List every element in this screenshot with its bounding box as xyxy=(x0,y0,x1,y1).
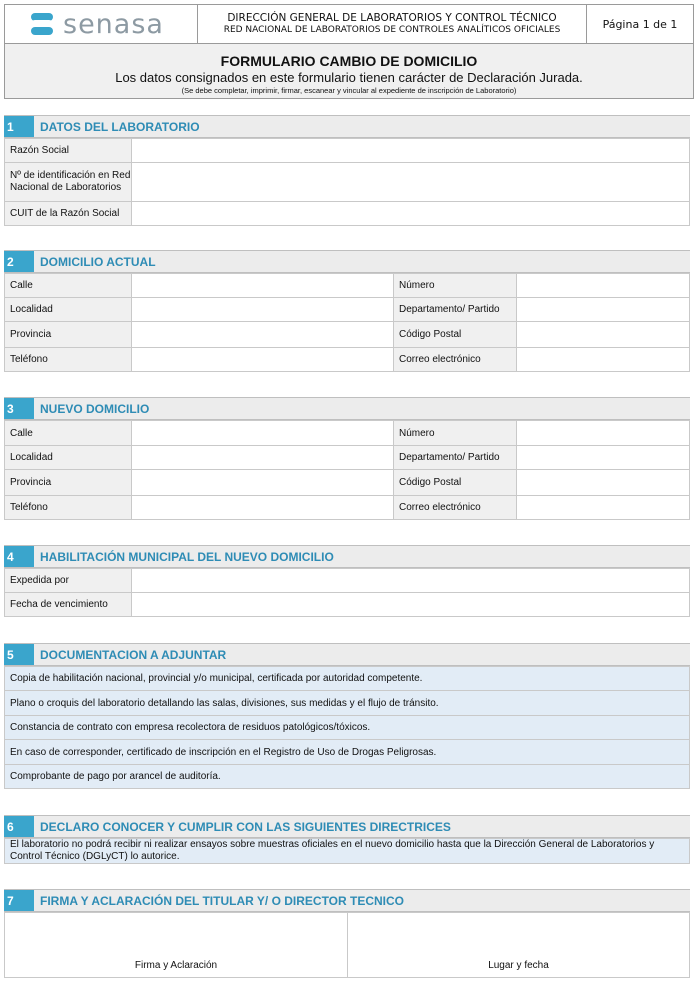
fecha-vencimiento-input[interactable] xyxy=(131,592,690,617)
section-title: NUEVO DOMICILIO xyxy=(40,401,150,416)
org-line-1: DIRECCIÓN GENERAL DE LABORATORIOS Y CONTROL TÉCNICO xyxy=(227,12,557,24)
field-label: Localidad xyxy=(4,297,132,322)
form-note: (Se debe completar, imprimir, firmar, escanear y vincular al expediente de inscripción de Laboratorio) xyxy=(181,86,517,95)
codigo-postal-input[interactable] xyxy=(516,469,690,496)
field-label: Código Postal xyxy=(393,321,517,348)
id-red-input[interactable] xyxy=(131,162,690,202)
localidad-input[interactable] xyxy=(131,445,394,470)
field-label: Fecha de vencimiento xyxy=(4,592,132,617)
expedida-por-input[interactable] xyxy=(131,568,690,593)
section-number: 7 xyxy=(4,890,34,911)
signature-label: Firma y Aclaración xyxy=(134,960,218,971)
section-title: DECLARO CONOCER Y CUMPLIR CON LAS SIGUIENTES DIRECTRICES xyxy=(40,819,451,834)
section-number: 1 xyxy=(4,116,34,137)
provincia-input[interactable] xyxy=(131,321,394,348)
section-6-header xyxy=(4,815,690,838)
section-4-header xyxy=(4,545,690,568)
field-label: Calle xyxy=(4,273,132,298)
section-title: FIRMA Y ACLARACIÓN DEL TITULAR Y/ O DIRECTOR TECNICO xyxy=(40,893,405,908)
field-label: Correo electrónico xyxy=(393,495,517,520)
departamento-input[interactable] xyxy=(516,297,690,322)
localidad-input[interactable] xyxy=(131,297,394,322)
field-label: Provincia xyxy=(4,469,132,496)
section-title: DOMICILIO ACTUAL xyxy=(40,254,156,269)
org-line-2: RED NACIONAL DE LABORATORIOS DE CONTROLES ANALÍTICOS OFICIALES xyxy=(223,25,561,35)
cuit-input[interactable] xyxy=(131,201,690,226)
document-item: En caso de corresponder, certificado de inscripción en el Registro de Uso de Drogas Peligrosas. xyxy=(4,739,690,765)
form-title-box xyxy=(4,43,694,99)
section-title: DATOS DEL LABORATORIO xyxy=(40,119,200,134)
signature-box[interactable] xyxy=(4,912,348,978)
document-item: Constancia de contrato con empresa recolectora de residuos patológicos/tóxicos. xyxy=(4,715,690,740)
section-3-header xyxy=(4,397,690,420)
field-label: Localidad xyxy=(4,445,132,470)
field-label: Código Postal xyxy=(393,469,517,496)
correo-input[interactable] xyxy=(516,347,690,372)
telefono-input[interactable] xyxy=(131,347,394,372)
calle-input[interactable] xyxy=(131,273,394,298)
senasa-logo-icon xyxy=(31,13,53,35)
logo-text: senasa xyxy=(63,8,164,40)
field-label: Expedida por xyxy=(4,568,132,593)
field-label: Provincia xyxy=(4,321,132,348)
correo-input[interactable] xyxy=(516,495,690,520)
field-label: Razón Social xyxy=(4,138,132,163)
section-1-header xyxy=(4,115,690,138)
form-title: FORMULARIO CAMBIO DE DOMICILIO xyxy=(220,53,478,69)
page-number: Página 1 de 1 xyxy=(586,4,694,44)
org-header xyxy=(197,4,587,44)
logo xyxy=(4,4,198,44)
field-label: Número xyxy=(393,420,517,446)
document-item: Plano o croquis del laboratorio detallando las salas, divisiones, sus medidas y el flujo de tránsito. xyxy=(4,690,690,716)
place-date-box[interactable] xyxy=(347,912,690,978)
section-number: 6 xyxy=(4,816,34,837)
section-number: 4 xyxy=(4,546,34,567)
section-title: DOCUMENTACION A ADJUNTAR xyxy=(40,647,227,662)
document-item: Comprobante de pago por arancel de auditoría. xyxy=(4,764,690,789)
form-subtitle: Los datos consignados en este formulario tienen carácter de Declaración Jurada. xyxy=(115,70,583,85)
calle-input[interactable] xyxy=(131,420,394,446)
field-label: Departamento/ Partido xyxy=(393,445,517,470)
codigo-postal-input[interactable] xyxy=(516,321,690,348)
directive-text: El laboratorio no podrá recibir ni realizar ensayos sobre muestras oficiales en el nuevo domicilio hasta que la Dirección General de Laboratorios y Control Técnico (DGLyCT) lo autorice. xyxy=(4,838,690,864)
section-number: 2 xyxy=(4,251,34,272)
document-item: Copia de habilitación nacional, provincial y/o municipal, certificada por autoridad competente. xyxy=(4,666,690,691)
field-label: Departamento/ Partido xyxy=(393,297,517,322)
field-label: Calle xyxy=(4,420,132,446)
section-7-header xyxy=(4,889,690,912)
section-title: HABILITACIÓN MUNICIPAL DEL NUEVO DOMICILIO xyxy=(40,549,334,564)
section-number: 5 xyxy=(4,644,34,665)
field-label: Teléfono xyxy=(4,495,132,520)
numero-input[interactable] xyxy=(516,420,690,446)
field-label: Número xyxy=(393,273,517,298)
numero-input[interactable] xyxy=(516,273,690,298)
departamento-input[interactable] xyxy=(516,445,690,470)
place-date-label: Lugar y fecha xyxy=(488,960,549,971)
telefono-input[interactable] xyxy=(131,495,394,520)
field-label: Teléfono xyxy=(4,347,132,372)
field-label: CUIT de la Razón Social xyxy=(4,201,132,226)
razon-social-input[interactable] xyxy=(131,138,690,163)
provincia-input[interactable] xyxy=(131,469,394,496)
section-number: 3 xyxy=(4,398,34,419)
field-label: Correo electrónico xyxy=(393,347,517,372)
field-label: Nº de identificación en Red Nacional de Laboratorios xyxy=(4,162,132,202)
section-5-header xyxy=(4,643,690,666)
section-2-header xyxy=(4,250,690,273)
